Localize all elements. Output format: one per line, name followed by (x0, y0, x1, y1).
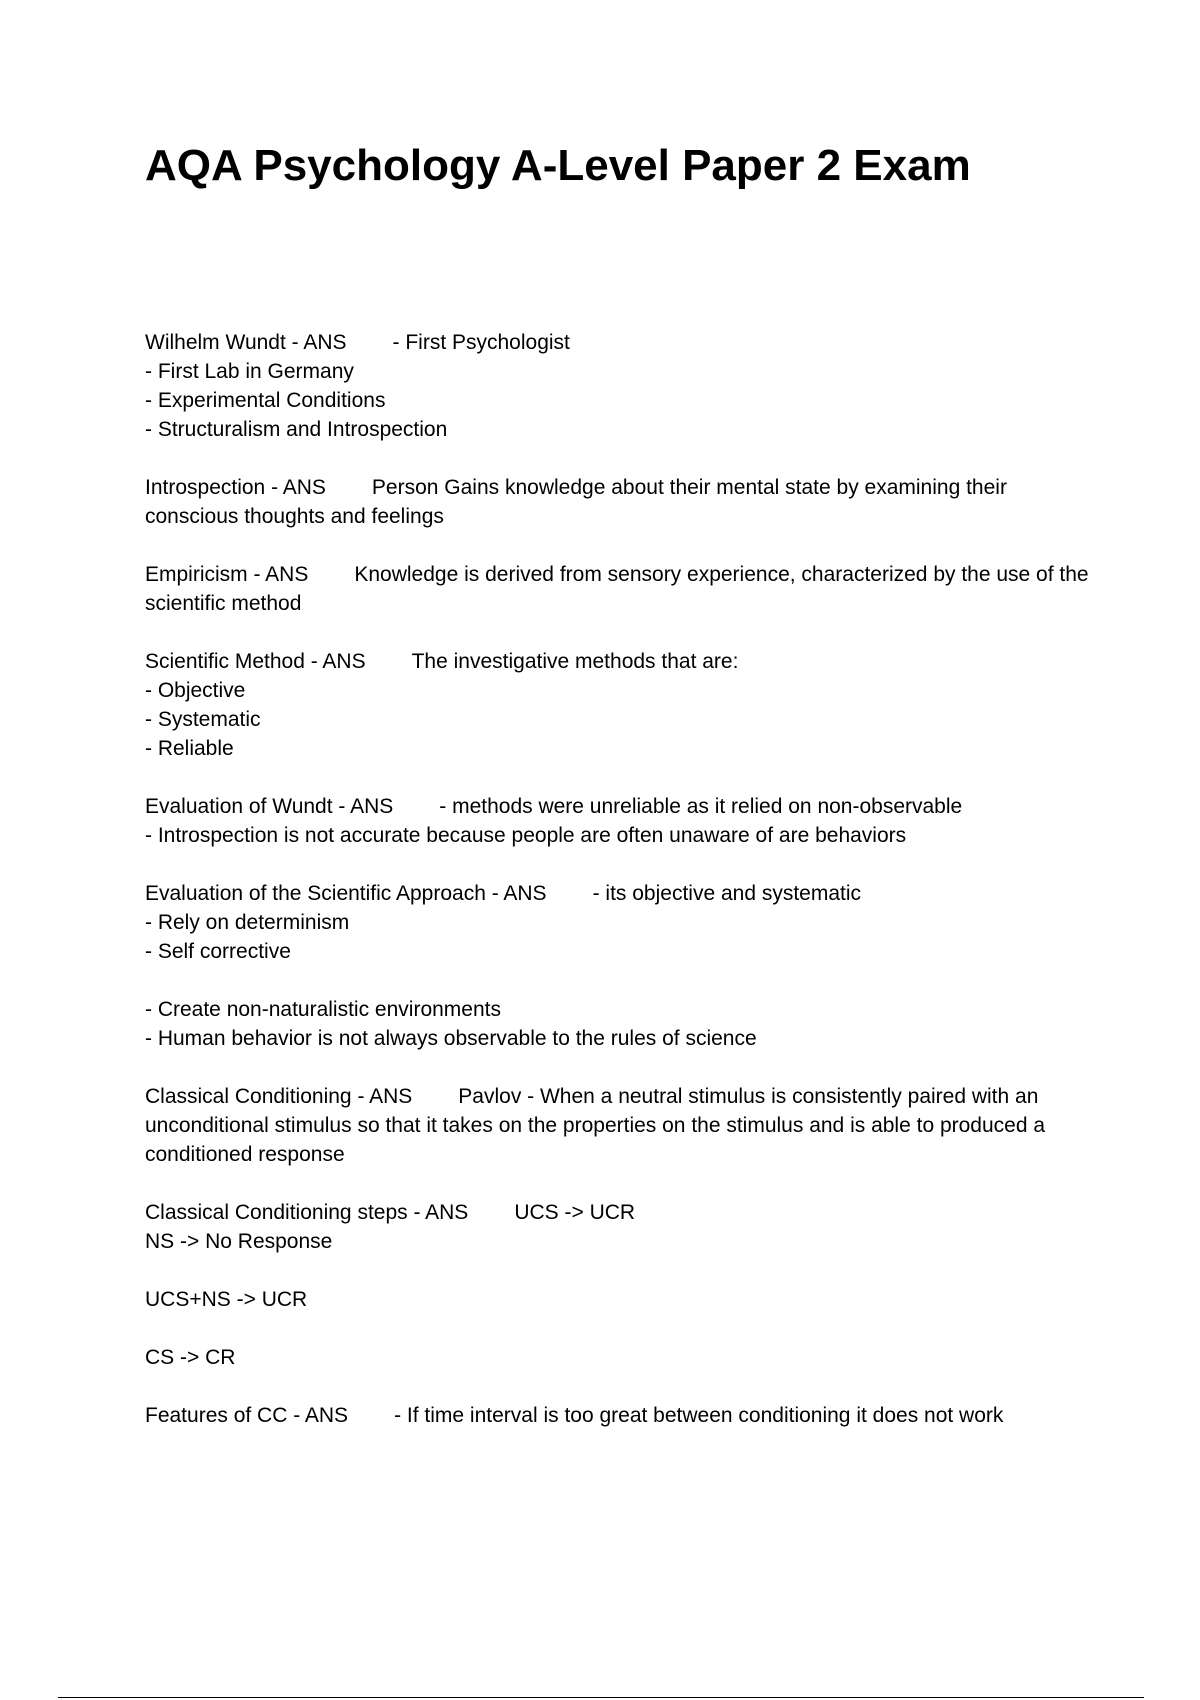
entry-first-line (145, 1198, 1095, 1227)
flashcard-classical-conditioning (145, 1082, 1095, 1169)
entry-term: Scientific Method - ANS (145, 650, 366, 673)
entry-term: Evaluation of Wundt - ANS (145, 795, 394, 818)
entry-line: - Systematic (145, 708, 261, 731)
entry-line: CS -> CR (145, 1346, 236, 1369)
entry-answer: Person Gains knowledge about their mental state by examining their conscious thoughts and feelings (145, 476, 1007, 528)
entry-first-line (145, 1082, 1095, 1169)
entry-first-line (145, 792, 1095, 821)
flashcard-introspection (145, 473, 1095, 531)
entry-term: Introspection - ANS (145, 476, 326, 499)
flashcard-features-of-cc (145, 1401, 1095, 1430)
entry-first-line (145, 647, 1095, 676)
flashcard-evaluation-scientific-approach (145, 879, 1095, 1053)
entry-term: Classical Conditioning - ANS (145, 1085, 413, 1108)
entry-first-line (145, 473, 1095, 531)
entry-paragraph (145, 879, 1095, 966)
flashcard-evaluation-of-wundt (145, 792, 1095, 850)
entry-paragraph (145, 1285, 1095, 1314)
entry-paragraph (145, 1343, 1095, 1372)
entry-line: UCS+NS -> UCR (145, 1288, 308, 1311)
entry-term: Classical Conditioning steps - ANS (145, 1201, 469, 1224)
flashcard-list (145, 328, 1095, 1459)
flashcard-scientific-method (145, 647, 1095, 763)
entry-answer: Knowledge is derived from sensory experience, characterized by the use of the scientific method (145, 563, 1089, 615)
entry-paragraph (145, 995, 1095, 1053)
footer-divider (58, 1697, 1144, 1698)
entry-answer: - its objective and systematic (592, 882, 862, 905)
entry-line: - Objective (145, 679, 246, 702)
entry-answer: - If time interval is too great between conditioning it does not work (394, 1404, 1004, 1427)
flashcard-classical-conditioning-steps (145, 1198, 1095, 1372)
entry-term: Wilhelm Wundt - ANS (145, 331, 347, 354)
entry-first-line (145, 879, 1095, 908)
entry-line: - Human behavior is not always observable to the rules of science (145, 1027, 757, 1050)
entry-answer: The investigative methods that are: (411, 650, 739, 673)
flashcard-empiricism (145, 560, 1095, 618)
entry-line: - Reliable (145, 737, 234, 760)
entry-line: - Create non-naturalistic environments (145, 998, 501, 1021)
entry-line: - Rely on determinism (145, 911, 350, 934)
entry-line: - Self corrective (145, 940, 291, 963)
entry-answer: - methods were unreliable as it relied on non-observable (439, 795, 963, 818)
entry-term: Empiricism - ANS (145, 563, 309, 586)
page-title: AQA Psychology A-Level Paper 2 Exam (145, 141, 971, 190)
entry-answer: - First Psychologist (392, 331, 570, 354)
entry-first-line (145, 560, 1095, 618)
entry-paragraph (145, 1198, 1095, 1256)
entry-line: - Experimental Conditions (145, 389, 386, 412)
entry-first-line (145, 1401, 1095, 1430)
flashcard-wilhelm-wundt (145, 328, 1095, 444)
entry-line: - First Lab in Germany (145, 360, 354, 383)
entry-term: Evaluation of the Scientific Approach - ANS (145, 882, 547, 905)
entry-line: NS -> No Response (145, 1230, 333, 1253)
entry-line: - Introspection is not accurate because people are often unaware of are behaviors (145, 824, 907, 847)
entry-term: Features of CC - ANS (145, 1404, 349, 1427)
entry-first-line (145, 328, 1095, 357)
entry-answer: UCS -> UCR (514, 1201, 636, 1224)
entry-answer: Pavlov - When a neutral stimulus is consistently paired with an unconditional stimulus so that it takes on the properties on the stimulus and is able to produced a conditioned response (145, 1085, 1046, 1166)
entry-line: - Structuralism and Introspection (145, 418, 448, 441)
